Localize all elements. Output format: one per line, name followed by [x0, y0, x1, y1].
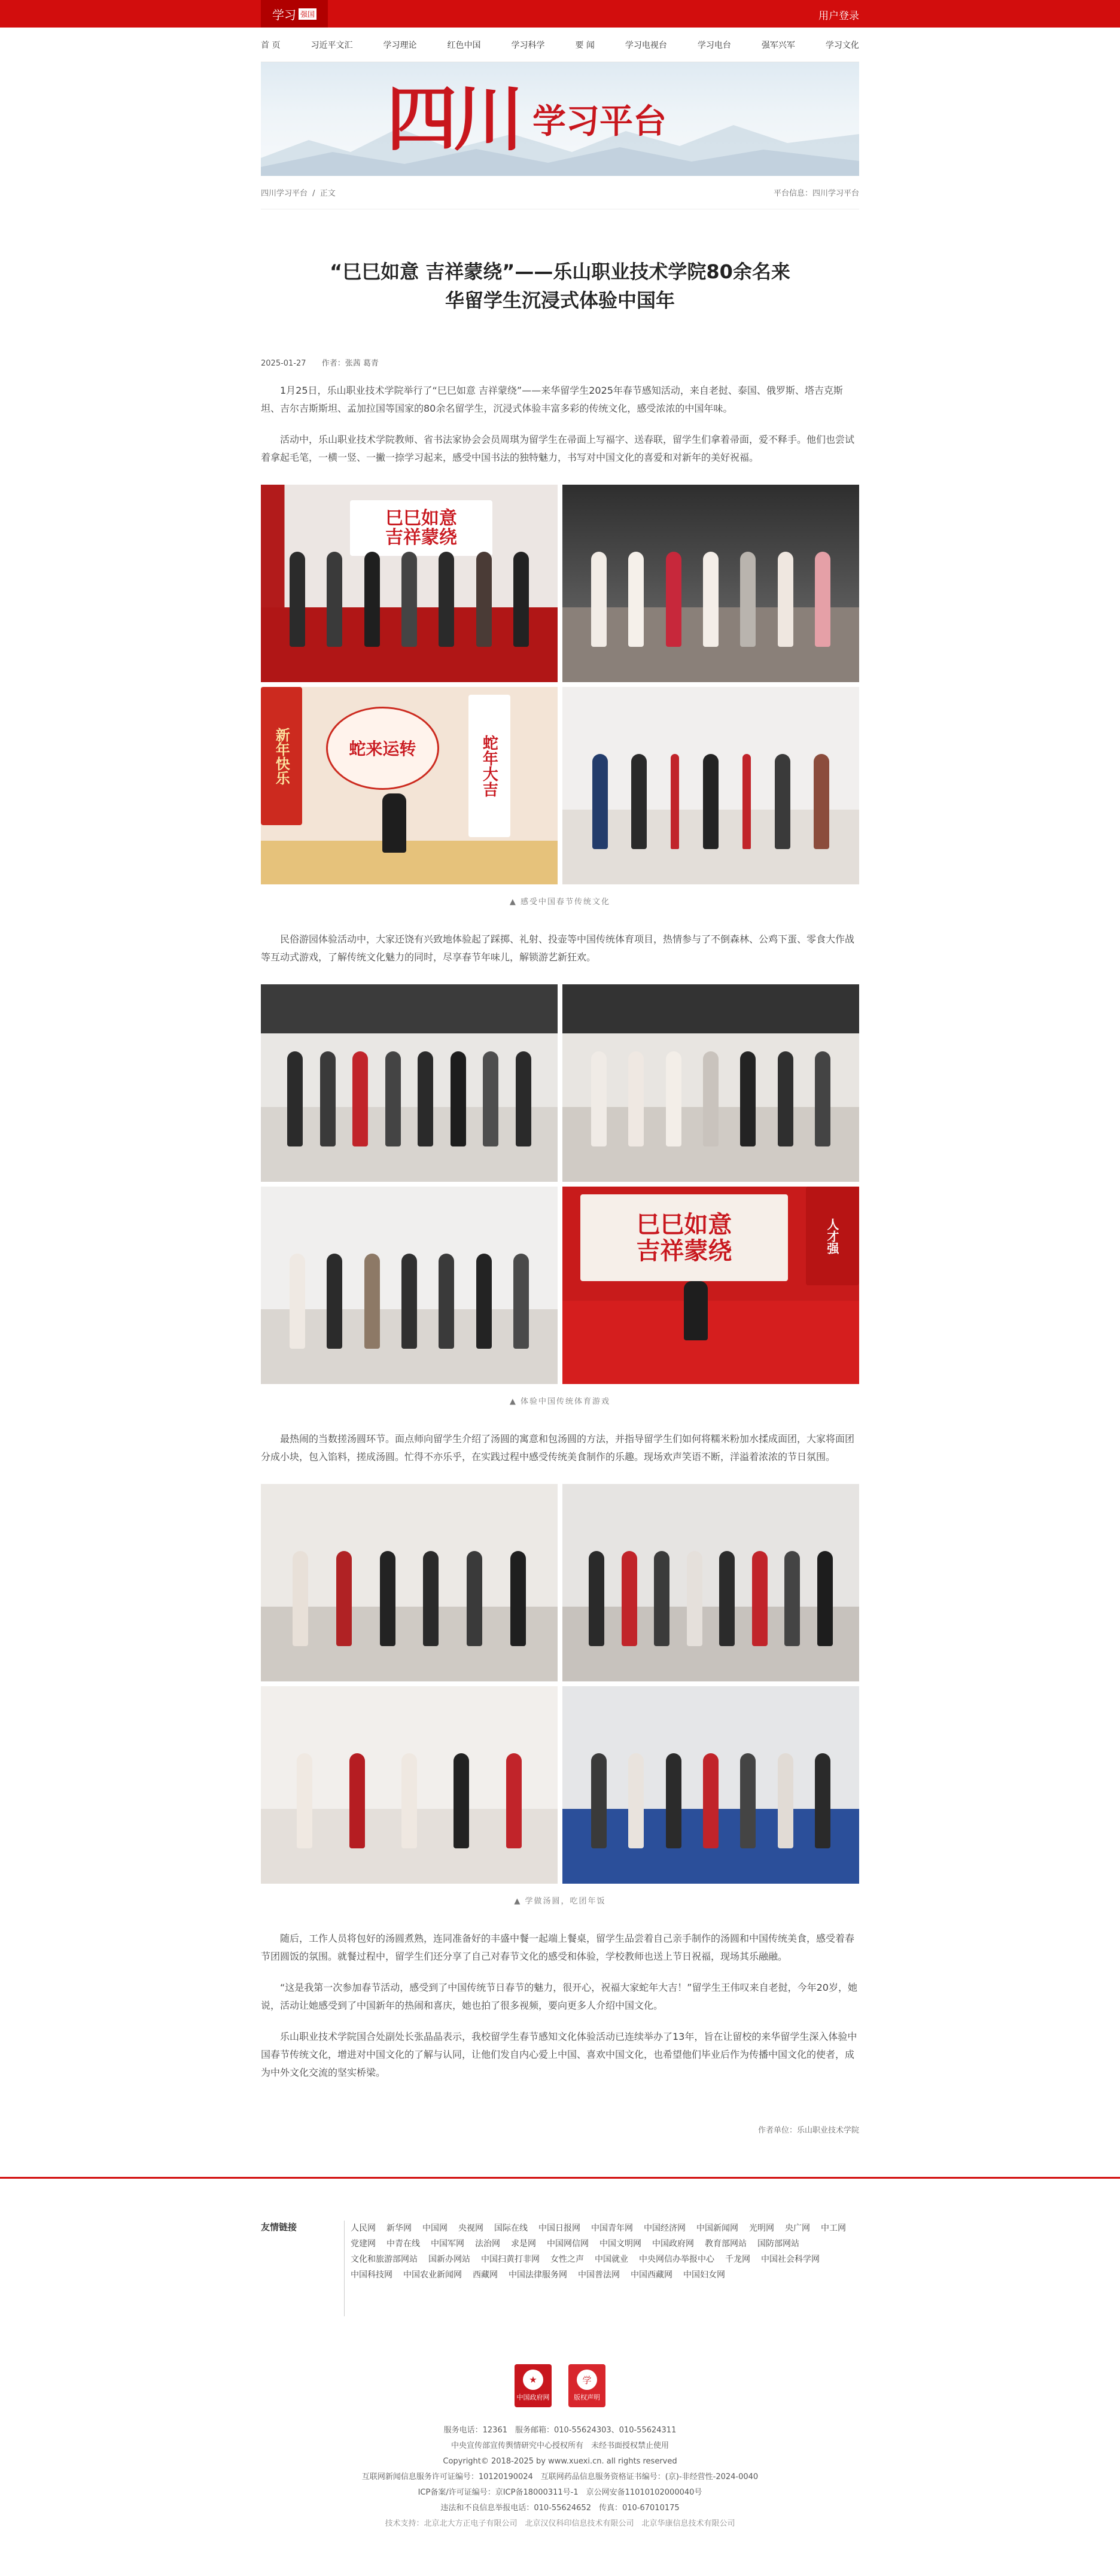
paragraph: 乐山职业技术学院国合处副处长张晶晶表示，我校留学生春节感知文化体验活动已连续举办了13年，旨在让留校的来华留学生深入体验中国春节传统文化，增进对中国文化的了解与认同，让他们发自内心爱上中国、喜欢中国文化，也希望他们毕业后作为传播中国文化的使者，成为中外文化交流的坚实桥梁。: [261, 2031, 857, 2078]
photo-grid-sports: [261, 984, 859, 1384]
source-label: 平台信息：四川学习平台: [773, 189, 859, 198]
paragraph: 随后，工作人员将包好的汤圆煮熟，连同准备好的丰盛中餐一起端上餐桌，留学生品尝着自己亲手制作的汤圆和中国传统美食，感受着春节团圆饭的氛围。就餐过程中，留学生们还分享了自己对春节文化的感受和体验，学校教师也送上节日祝福，现场其乐融融。: [261, 1933, 855, 1962]
footer-badges: [0, 2364, 1120, 2407]
friend-link[interactable]: 光明网: [749, 2224, 774, 2233]
photo-group-with-banner: [261, 485, 558, 682]
breadcrumb-current: 正文: [319, 189, 336, 198]
paragraph: “这是我第一次参加春节活动，感受到了中国传统节日春节的魅力，很开心，祝福大家蛇年大吉！”留学生王伟叹来自老挝，今年20岁，她说，活动让她感受到了中国新年的热闹和喜庆，她也拍了很多视频，要向更多人介绍中国文化。: [261, 1982, 857, 2011]
banner-title-big: 四川: [386, 77, 521, 160]
nav-item-science[interactable]: 学习科学: [511, 40, 545, 50]
sichuan-banner: [261, 62, 859, 176]
nav-item-home[interactable]: 首 页: [261, 40, 281, 50]
friend-link[interactable]: 国际在线: [494, 2224, 528, 2233]
login-link[interactable]: 用户登录: [818, 10, 859, 22]
friend-link[interactable]: 中国文明网: [599, 2239, 641, 2249]
friend-link[interactable]: 中国科技网: [351, 2270, 392, 2280]
footer-info: [0, 2423, 1120, 2550]
photo-reunion-dinner: [562, 1686, 859, 1884]
friend-links: [261, 2221, 859, 2316]
friend-links-list: [345, 2221, 859, 2316]
copyright-badge[interactable]: [568, 2364, 605, 2407]
friend-link[interactable]: 西藏网: [473, 2270, 498, 2280]
photo-grid-tangyuan: [261, 1484, 859, 1884]
paragraph: 1月25日，乐山职业技术学院举行了“巳巳如意 吉祥蒙绕”——来华留学生2025年春节感知活动，来自老挝、泰国、俄罗斯、塔吉克斯坦、吉尔吉斯斯坦、孟加拉国等国家的80余名留学生，沉浸式体验丰富多彩的传统文化，感受浓浓的中国年味。: [261, 385, 843, 414]
friend-link[interactable]: 女性之声: [550, 2255, 584, 2264]
friend-link[interactable]: 中青在线: [386, 2239, 420, 2249]
xuexi-logo-icon: 学: [577, 2370, 597, 2390]
photo-students-holding-fu: [562, 485, 859, 682]
photo-couplet-writing: [261, 687, 558, 884]
logo-text: 学习: [272, 7, 296, 22]
stage-ruyi-sign: 巳巳如意 吉祥蒙绕: [580, 1194, 788, 1281]
footer-sponsor: 技术支持：北京北大方正电子有限公司 北京汉仪科印信息技术有限公司 北京华康信息技术有限公司: [385, 2519, 735, 2528]
friend-link[interactable]: 中国妇女网: [683, 2270, 725, 2280]
nav-item-culture[interactable]: 学习文化: [825, 40, 859, 50]
photo-making-tangyuan: [261, 1484, 558, 1681]
friend-link[interactable]: 中国网: [422, 2224, 448, 2233]
friend-link[interactable]: 中工网: [821, 2224, 846, 2233]
couplet-right: 蛇年大吉: [468, 695, 510, 837]
nav-item-radio[interactable]: 学习电台: [697, 40, 731, 50]
logo-chip: 强国: [299, 8, 316, 20]
footer: [0, 2177, 1120, 2550]
friend-link[interactable]: 文化和旅游部网站: [351, 2255, 418, 2264]
article-title: “巳巳如意 吉祥蒙绕”——乐山职业技术学院80余名来华留学生沉浸式体验中国年: [330, 260, 790, 312]
friend-link[interactable]: 央视网: [458, 2224, 483, 2233]
friend-link[interactable]: 中国网信网: [547, 2239, 589, 2249]
friend-link[interactable]: 中国就业: [595, 2255, 628, 2264]
banner-title-small: 学习平台: [532, 102, 667, 141]
friend-link[interactable]: 中国新闻网: [696, 2224, 738, 2233]
friend-link[interactable]: 国防部网站: [757, 2239, 799, 2249]
friend-link[interactable]: 中国日报网: [538, 2224, 580, 2233]
friend-link[interactable]: 中国社会科学网: [761, 2255, 820, 2264]
article-author: 作者：张茜 葛青: [321, 359, 379, 368]
photo-throwing-game: [261, 984, 558, 1182]
spin-sign: 蛇来运转: [326, 707, 439, 790]
ruyi-sign: 巳巳如意 吉祥蒙绕: [350, 500, 492, 555]
footer-line: Copyright© 2018-2025 by www.xuexi.cn. all rights reserved: [443, 2457, 677, 2466]
friend-link[interactable]: 中国扫黄打非网: [481, 2255, 540, 2264]
friend-link[interactable]: 中国经济网: [644, 2224, 686, 2233]
photo-stage-game: [562, 1187, 859, 1384]
friend-link[interactable]: 教育部网站: [705, 2239, 747, 2249]
banner-title: [386, 77, 667, 160]
friend-link[interactable]: 中国法律服务网: [509, 2270, 567, 2280]
friend-link[interactable]: 中国青年网: [591, 2224, 633, 2233]
photo-dining-hall: [562, 1484, 859, 1681]
footer-line: 服务电话：12361 服务邮箱：010-55624303、010-55624311: [443, 2426, 677, 2435]
nav-item-red-china[interactable]: 红色中国: [447, 40, 481, 50]
photo-caption: ▲ 体验中国传统体育游戏: [509, 1397, 611, 1406]
friend-link[interactable]: 央广网: [785, 2224, 810, 2233]
author-unit: 作者单位：乐山职业技术学院: [757, 2126, 859, 2135]
friend-link[interactable]: 中国农业新闻网: [403, 2270, 462, 2280]
stage-side-banner: 人才强: [806, 1187, 859, 1285]
nav-item-tv[interactable]: 学习电视台: [625, 40, 667, 50]
photo-grid-spring-festival: [261, 485, 859, 884]
gov-badge-label: 中国政府网: [516, 2393, 550, 2401]
site-logo[interactable]: [261, 0, 328, 28]
friend-link[interactable]: 中国军网: [431, 2239, 464, 2249]
friend-link[interactable]: 人民网: [351, 2224, 376, 2233]
paragraph: 活动中，乐山职业技术学院教师、省书法家协会会员周琪为留学生在帚面上写福字、送春联，留学生们拿着帚面，爱不释手。他们也尝试着拿起毛笔，一横一竖、一撇一捺学习起来，感受中国书法的独特魅力，书写对中国文化的喜爱和对新年的美好祝福。: [261, 434, 855, 463]
nav-item-theory[interactable]: 学习理论: [383, 40, 417, 50]
main-nav: [261, 28, 859, 62]
friend-link[interactable]: 党建网: [351, 2239, 376, 2249]
friend-link[interactable]: 国新办网站: [428, 2255, 470, 2264]
breadcrumb: [261, 176, 859, 209]
friend-link[interactable]: 千龙网: [725, 2255, 750, 2264]
friend-link[interactable]: 中央网信办举报中心: [639, 2255, 714, 2264]
paragraph: 民俗游园体验活动中，大家还饶有兴致地体验起了踩掷、礼射、投壶等中国传统体育项目，热情参与了不倒森林、公鸡下蛋、零食大作战等互动式游戏，了解传统文化魅力的同时，尽享春节年味儿，解锁游艺新狂欢。: [261, 933, 855, 963]
party-emblem-icon: ★: [523, 2370, 543, 2390]
photo-caption: ▲ 感受中国春节传统文化: [509, 898, 611, 907]
friend-link[interactable]: 中国普法网: [578, 2270, 620, 2280]
paragraph: 最热闹的当数搓汤圆环节。面点师向留学生介绍了汤圆的寓意和包汤圆的方法，并指导留学生们如何将糯米粉加水揉成面团，大家将面团分成小块，包入馅料，搓成汤圆。忙得不亦乐乎，在实践过程中感受传统美食制作的乐趣。现场欢声笑语不断，洋溢着浓浓的节日氛围。: [261, 1433, 855, 1462]
breadcrumb-home[interactable]: 四川学习平台: [261, 189, 308, 198]
nav-item-xi-wenhui[interactable]: 习近平文汇: [311, 40, 353, 50]
footer-line: 违法和不良信息举报电话：010-55624652 传真：010-67010175: [440, 2504, 680, 2513]
article: [261, 257, 859, 2135]
article-date: 2025-01-27: [261, 359, 306, 368]
couplet-left: 新年快乐: [261, 687, 302, 825]
article-meta: [261, 357, 859, 369]
photo-tasting-tangyuan: [261, 1686, 558, 1884]
gov-badge[interactable]: [515, 2364, 552, 2407]
breadcrumb-separator: /: [312, 189, 315, 198]
footer-line: ICP备案/许可证编号：京ICP备18000311号-1 京公网安备11010102000040号: [418, 2488, 702, 2497]
copyright-badge-label: 版权声明: [574, 2393, 600, 2401]
nav-item-military[interactable]: 强军兴军: [761, 40, 795, 50]
footer-line: 互联网新闻信息服务许可证编号：10120190024 互联网药品信息服务资格证书编号：(京)-非经营性-2024-0040: [361, 2472, 759, 2481]
friend-link[interactable]: 求是网: [511, 2239, 536, 2249]
top-bar: [0, 0, 1120, 28]
photo-students-with-couplets: [562, 687, 859, 884]
photo-students-watching: [562, 984, 859, 1182]
friend-link[interactable]: 中国政府网: [652, 2239, 694, 2249]
friend-link[interactable]: 新华网: [386, 2224, 412, 2233]
friend-link[interactable]: 中国西藏网: [631, 2270, 672, 2280]
photo-caption: ▲ 学做汤圆，吃团年饭: [514, 1897, 606, 1906]
photo-crowd-game: [261, 1187, 558, 1384]
nav-item-news[interactable]: 要 闻: [575, 40, 595, 50]
friend-link[interactable]: 法治网: [475, 2239, 500, 2249]
footer-line: 中央宣传部宣传舆情研究中心授权所有 未经书面授权禁止使用: [451, 2441, 669, 2450]
friend-links-label: 友情链接: [261, 2221, 345, 2316]
